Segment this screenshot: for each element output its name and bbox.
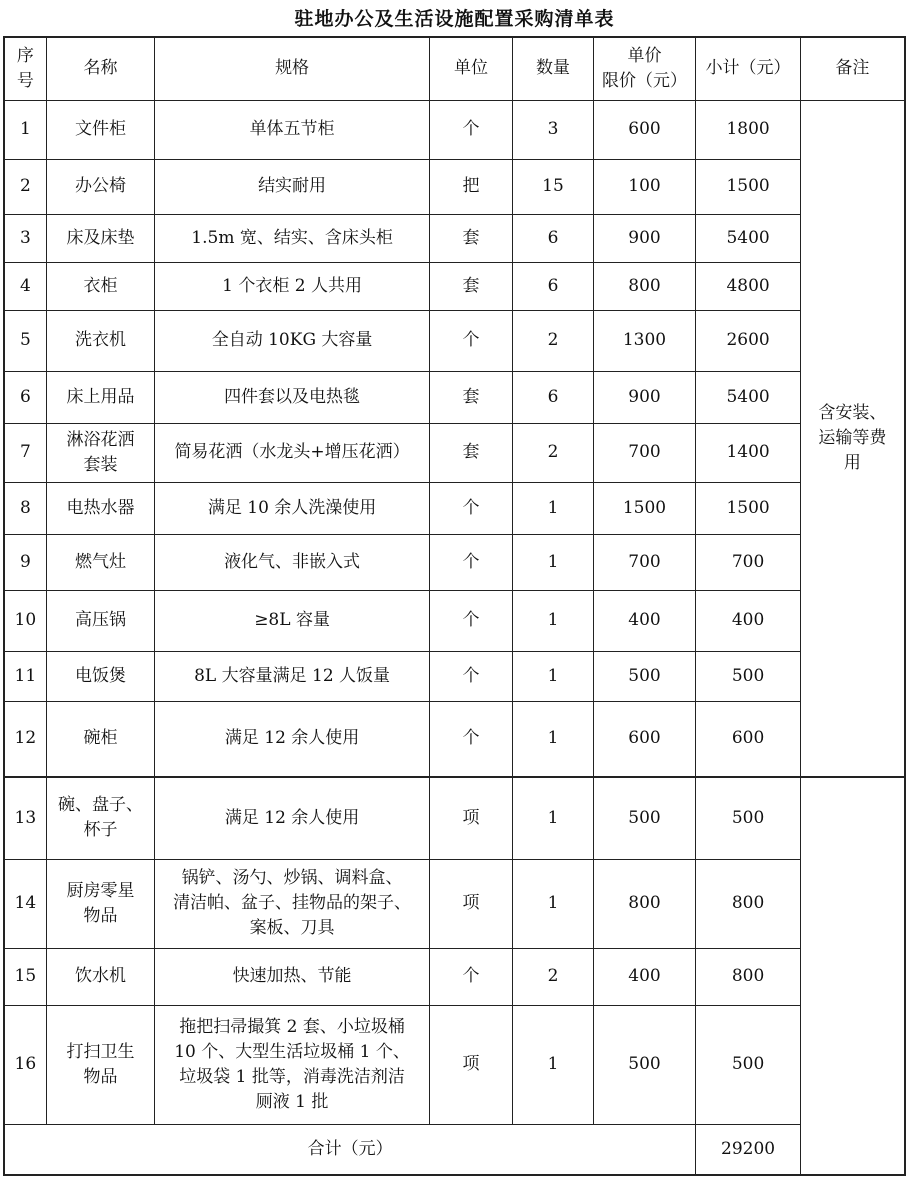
cell-qty: 1 [513, 590, 593, 651]
cell-index: 10 [4, 590, 46, 651]
table-row [4, 701, 905, 777]
cell-spec: 满足 12 余人使用 [155, 777, 430, 859]
cell-price: 600 [593, 100, 696, 159]
cell-name: 衣柜 [46, 262, 155, 310]
cell-spec: 满足 12 余人使用 [155, 701, 430, 777]
cell-price: 400 [593, 948, 696, 1005]
cell-name: 碗、盘子、 杯子 [46, 777, 155, 859]
cell-unit: 个 [429, 482, 512, 534]
cell-price: 800 [593, 859, 696, 948]
cell-name: 床及床垫 [46, 214, 155, 262]
cell-qty: 6 [513, 262, 593, 310]
cell-subtotal: 1500 [696, 159, 801, 214]
cell-index: 7 [4, 423, 46, 482]
cell-unit: 把 [429, 159, 512, 214]
cell-spec: 全自动 10KG 大容量 [155, 310, 430, 371]
cell-spec: 单体五节柜 [155, 100, 430, 159]
header-note: 备注 [800, 37, 905, 100]
cell-price: 700 [593, 423, 696, 482]
cell-qty: 1 [513, 534, 593, 590]
cell-subtotal: 500 [696, 777, 801, 859]
cell-qty: 1 [513, 651, 593, 701]
header-subtotal: 小计（元） [696, 37, 801, 100]
procurement-table [3, 36, 906, 1176]
cell-unit: 个 [429, 534, 512, 590]
cell-price: 900 [593, 214, 696, 262]
note-cell: 含安装、 运输等费 用 [800, 100, 905, 777]
cell-subtotal: 700 [696, 534, 801, 590]
cell-subtotal: 500 [696, 1005, 801, 1124]
cell-subtotal: 1400 [696, 423, 801, 482]
cell-name: 燃气灶 [46, 534, 155, 590]
cell-spec: 四件套以及电热毯 [155, 371, 430, 423]
cell-index: 12 [4, 701, 46, 777]
cell-index: 9 [4, 534, 46, 590]
cell-qty: 1 [513, 777, 593, 859]
cell-subtotal: 1800 [696, 100, 801, 159]
total-label: 合计（元） [4, 1124, 696, 1175]
cell-unit: 个 [429, 651, 512, 701]
cell-name: 洗衣机 [46, 310, 155, 371]
cell-subtotal: 5400 [696, 214, 801, 262]
cell-index: 2 [4, 159, 46, 214]
cell-name: 饮水机 [46, 948, 155, 1005]
cell-price: 500 [593, 651, 696, 701]
table-row [4, 651, 905, 701]
cell-unit: 项 [429, 859, 512, 948]
table-row [4, 534, 905, 590]
cell-unit: 个 [429, 701, 512, 777]
cell-index: 3 [4, 214, 46, 262]
header-spec: 规格 [155, 37, 430, 100]
cell-name: 碗柜 [46, 701, 155, 777]
cell-price: 500 [593, 777, 696, 859]
header-row [4, 37, 905, 100]
cell-name: 厨房零星 物品 [46, 859, 155, 948]
cell-name: 电饭煲 [46, 651, 155, 701]
cell-qty: 6 [513, 371, 593, 423]
cell-name: 淋浴花洒 套装 [46, 423, 155, 482]
cell-name: 办公椅 [46, 159, 155, 214]
table-row [4, 859, 905, 948]
cell-name: 高压锅 [46, 590, 155, 651]
cell-price: 500 [593, 1005, 696, 1124]
table-row [4, 159, 905, 214]
cell-qty: 2 [513, 948, 593, 1005]
cell-price: 600 [593, 701, 696, 777]
cell-spec: 拖把扫帚撮箕 2 套、小垃圾桶 10 个、大型生活垃圾桶 1 个、 垃圾袋 1 批等，消毒洗洁剂洁 厕液 1 批 [155, 1005, 430, 1124]
cell-qty: 3 [513, 100, 593, 159]
header-name: 名称 [46, 37, 155, 100]
cell-index: 13 [4, 777, 46, 859]
cell-spec: 锅铲、汤勺、炒锅、调料盒、 清洁帕、盆子、挂物品的架子、 案板、刀具 [155, 859, 430, 948]
cell-price: 800 [593, 262, 696, 310]
cell-subtotal: 1500 [696, 482, 801, 534]
cell-qty: 1 [513, 859, 593, 948]
header-unit: 单位 [429, 37, 512, 100]
cell-unit: 套 [429, 214, 512, 262]
cell-qty: 2 [513, 310, 593, 371]
cell-spec: 1 个衣柜 2 人共用 [155, 262, 430, 310]
cell-index: 4 [4, 262, 46, 310]
cell-subtotal: 800 [696, 948, 801, 1005]
cell-subtotal: 800 [696, 859, 801, 948]
table-row [4, 371, 905, 423]
cell-qty: 6 [513, 214, 593, 262]
cell-unit: 套 [429, 371, 512, 423]
table-row [4, 100, 905, 159]
table-row [4, 948, 905, 1005]
cell-spec: 1.5m 宽、结实、含床头柜 [155, 214, 430, 262]
cell-unit: 套 [429, 423, 512, 482]
cell-subtotal: 4800 [696, 262, 801, 310]
table-row [4, 214, 905, 262]
cell-unit: 项 [429, 1005, 512, 1124]
table-row [4, 423, 905, 482]
cell-name: 文件柜 [46, 100, 155, 159]
cell-index: 5 [4, 310, 46, 371]
cell-spec: 液化气、非嵌入式 [155, 534, 430, 590]
cell-subtotal: 500 [696, 651, 801, 701]
cell-qty: 15 [513, 159, 593, 214]
header-index: 序 号 [4, 37, 46, 100]
cell-index: 11 [4, 651, 46, 701]
cell-qty: 1 [513, 1005, 593, 1124]
table-row [4, 310, 905, 371]
total-value: 29200 [696, 1124, 801, 1175]
cell-spec: 满足 10 余人洗澡使用 [155, 482, 430, 534]
header-qty: 数量 [513, 37, 593, 100]
table-row [4, 1005, 905, 1124]
cell-price: 700 [593, 534, 696, 590]
cell-index: 1 [4, 100, 46, 159]
cell-index: 14 [4, 859, 46, 948]
total-row [4, 1124, 905, 1175]
table-row [4, 262, 905, 310]
cell-name: 打扫卫生 物品 [46, 1005, 155, 1124]
cell-spec: ≥8L 容量 [155, 590, 430, 651]
table-row [4, 590, 905, 651]
table-body [4, 37, 905, 1175]
cell-spec: 结实耐用 [155, 159, 430, 214]
note-cell-empty [800, 777, 905, 1175]
cell-name: 电热水器 [46, 482, 155, 534]
cell-index: 16 [4, 1005, 46, 1124]
cell-name: 床上用品 [46, 371, 155, 423]
header-price: 单价 限价（元） [593, 37, 696, 100]
document-title: 驻地办公及生活设施配置采购清单表 [294, 8, 615, 30]
table-row [4, 482, 905, 534]
cell-unit: 个 [429, 948, 512, 1005]
cell-price: 100 [593, 159, 696, 214]
cell-index: 15 [4, 948, 46, 1005]
table-row [4, 777, 905, 859]
cell-unit: 套 [429, 262, 512, 310]
cell-qty: 1 [513, 701, 593, 777]
cell-qty: 2 [513, 423, 593, 482]
cell-subtotal: 2600 [696, 310, 801, 371]
cell-unit: 项 [429, 777, 512, 859]
cell-unit: 个 [429, 590, 512, 651]
cell-unit: 个 [429, 100, 512, 159]
cell-subtotal: 600 [696, 701, 801, 777]
cell-subtotal: 400 [696, 590, 801, 651]
cell-unit: 个 [429, 310, 512, 371]
cell-price: 1300 [593, 310, 696, 371]
cell-price: 400 [593, 590, 696, 651]
cell-spec: 8L 大容量满足 12 人饭量 [155, 651, 430, 701]
cell-index: 6 [4, 371, 46, 423]
cell-index: 8 [4, 482, 46, 534]
cell-price: 900 [593, 371, 696, 423]
cell-qty: 1 [513, 482, 593, 534]
cell-price: 1500 [593, 482, 696, 534]
cell-subtotal: 5400 [696, 371, 801, 423]
cell-spec: 快速加热、节能 [155, 948, 430, 1005]
cell-spec: 简易花洒（水龙头+增压花洒） [155, 423, 430, 482]
